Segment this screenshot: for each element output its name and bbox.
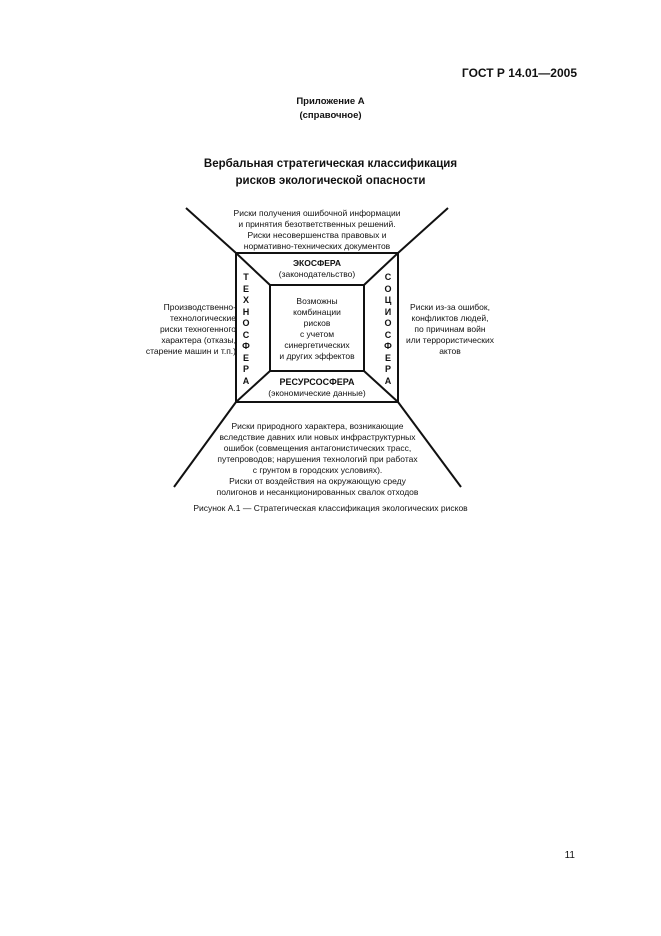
ecosphere-label: [270, 258, 364, 280]
text-line: с грунтом в городских условиях).: [252, 465, 383, 475]
text-line: Риски природного характера, возникающие: [231, 421, 404, 431]
letter: О: [242, 318, 250, 328]
text-line: Риски от воздействия на окружающую среду: [229, 476, 406, 486]
text-line: полигонов и несанкционированных свалок отходов: [216, 487, 419, 497]
text-line: и других эффектов: [279, 351, 355, 361]
figure-title-line: Вербальная стратегическая классификация: [203, 158, 458, 170]
letter: А: [384, 375, 392, 386]
text-line: вследствие давних или новых инфраструктурных: [219, 432, 416, 442]
figure-caption: Рисунок А.1 — Стратегическая классификация экологических рисков: [193, 503, 468, 513]
text-line: конфликтов людей,: [411, 313, 489, 323]
text-line: с учетом: [299, 329, 335, 339]
text-line: характера (отказы,: [161, 335, 236, 345]
technosphere-label: [239, 272, 253, 387]
text-line: или террористических: [405, 335, 494, 345]
letter: И: [384, 306, 392, 317]
letter: С: [242, 329, 250, 340]
letter: О: [384, 318, 392, 328]
center-text: [270, 296, 364, 362]
letter: Ц: [384, 295, 392, 305]
sociosphere-label: [381, 272, 395, 387]
letter: С: [384, 272, 392, 282]
text-line: по причинам войн: [414, 324, 486, 334]
text-line: риски техногенного: [160, 324, 236, 334]
text-line: технологические: [169, 313, 236, 323]
text-line: и принятия безответственных решений.: [238, 219, 396, 229]
resourcesphere-label: [250, 377, 384, 399]
bottom-risks-text: [180, 421, 455, 498]
resourcesphere-subtitle: (экономические данные): [268, 388, 366, 398]
letter: Х: [242, 295, 249, 305]
text-line: путепроводов; нарушения технологий при работах: [217, 454, 418, 464]
text-line: Риски из-за ошибок,: [410, 302, 490, 312]
text-line: ошибок (совмещения антагонистических трасс,: [223, 443, 412, 453]
ecosphere-title: ЭКОСФЕРА: [293, 258, 341, 268]
letter: С: [384, 329, 392, 340]
left-risks-text: [112, 302, 236, 357]
letter: Р: [384, 364, 391, 374]
top-risks-text: [187, 208, 447, 252]
document-code: ГОСТ Р 14.01—2005: [461, 66, 577, 80]
appendix-type: (справочное): [299, 110, 362, 121]
text-line: синергетических: [284, 340, 350, 350]
letter: О: [384, 283, 392, 294]
ecosphere-subtitle: (законодательство): [278, 269, 356, 279]
text-line: нормативно-технических документов: [243, 241, 391, 251]
right-risks-text: [398, 302, 502, 357]
page-number: 11: [564, 850, 575, 861]
text-line: старение машин и т.п.): [145, 346, 236, 356]
letter: Е: [242, 352, 249, 363]
text-line: Риски получения ошибочной информации: [233, 208, 401, 218]
figure-title-line: рисков экологической опасности: [235, 175, 426, 187]
text-line: комбинации: [293, 307, 341, 317]
letter: А: [242, 375, 250, 386]
text-line: актов: [439, 346, 461, 356]
appendix-label: Приложение А: [296, 96, 365, 107]
text-line: Производственно-: [163, 302, 236, 312]
resourcesphere-title: РЕСУРСОСФЕРА: [279, 377, 355, 387]
letter: Т: [243, 272, 249, 282]
letter: Н: [242, 306, 250, 317]
letter: Е: [384, 352, 391, 363]
letter: Ф: [384, 341, 392, 351]
text-line: рисков: [303, 318, 331, 328]
text-line: Риски несовершенства правовых и: [247, 230, 387, 240]
letter: Р: [242, 364, 249, 374]
text-line: Возможны: [296, 296, 338, 306]
letter: Ф: [242, 341, 250, 351]
letter: Е: [242, 283, 249, 294]
